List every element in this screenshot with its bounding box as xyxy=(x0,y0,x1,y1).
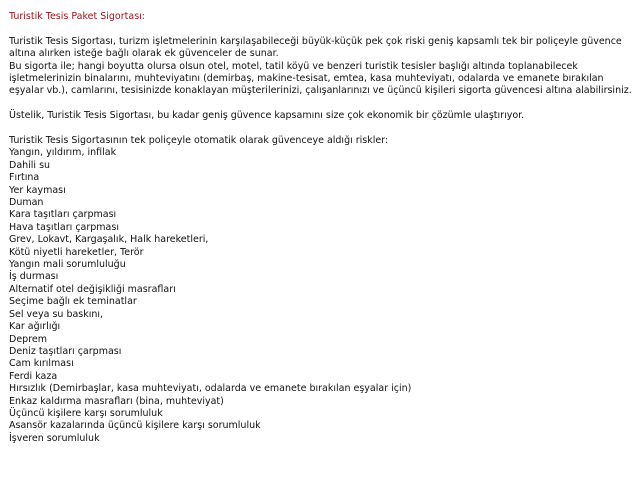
list-item: Yangın, yıldırım, infilak xyxy=(9,147,117,159)
list-item: İş durması xyxy=(9,271,59,283)
intro-paragraph-1: Turistik Tesis Sigortası, turizm işletmelerinin karşılaşabileceği büyük-küçük pek çok riski geniş kapsamlı tek bir poliçeyle güvence altına alırken isteğe bağlı olarak ek güvenceler de sunar. xyxy=(9,35,622,60)
list-item: Seçime bağlı ek teminatlar xyxy=(9,296,137,308)
list-item: Dahili su xyxy=(9,159,51,171)
list-item: Deprem xyxy=(9,333,47,345)
spacer xyxy=(9,98,635,110)
list-item: Asansör kazalarında üçüncü kişilere karşı sorumluluk xyxy=(9,420,261,432)
spacer xyxy=(9,23,635,35)
list-item: Kara taşıtları çarpması xyxy=(9,209,117,221)
list-item: Kar ağırlığı xyxy=(9,321,61,333)
list-item: Yer kayması xyxy=(9,184,66,196)
list-item: Hırsızlık (Demirbaşlar, kasa muhteviyatı, odalarda ve emanete bırakılan eşyalar için) xyxy=(9,383,412,395)
spacer xyxy=(9,123,635,135)
list-item: Yangın mali sorumluluğu xyxy=(9,259,126,271)
intro-paragraph-2: Bu sigorta ile; hangi boyutta olursa olsun otel, motel, tatil köyü ve benzeri turistik tesisler başlığı altında toplanabilecek işletmelerinizin binalarını, muhteviyatını (demirbaş, makine-tesisat, emtea, kasa muhteviyatı, odalarda ve emanete bırakılan eşyalar vb.), camlarını, tesisinizde konaklayan müşterilerinizi, çalışanlarınızı ve üçüncü kişileri sigorta güvencesi altına alabilirsiniz. xyxy=(9,60,632,97)
document-body xyxy=(9,11,635,445)
list-item: Ferdi kaza xyxy=(9,370,58,382)
list-item: Üçüncü kişilere karşı sorumluluk xyxy=(9,407,163,419)
page-title: Turistik Tesis Paket Sigortası: xyxy=(9,11,145,22)
list-item: Deniz taşıtları çarpması xyxy=(9,345,122,357)
list-item: Fırtına xyxy=(9,172,40,184)
list-item: Alternatif otel değişikliği masrafları xyxy=(9,283,176,295)
list-item: Enkaz kaldırma masrafları (bina, muhteviyat) xyxy=(9,395,224,407)
list-item: Cam kırılması xyxy=(9,358,74,370)
list-item: İşveren sorumluluk xyxy=(9,432,100,444)
list-item: Grev, Lokavt, Kargaşalık, Halk hareketleri, xyxy=(9,234,209,246)
list-item: Kötü niyetli hareketler, Terör xyxy=(9,246,144,258)
risk-list-heading: Turistik Tesis Sigortasının tek poliçeyle otomatik olarak güvenceye aldığı riskler: xyxy=(9,135,389,147)
list-item: Sel veya su baskını, xyxy=(9,308,104,320)
list-item: Hava taşıtları çarpması xyxy=(9,221,119,233)
risk-list xyxy=(9,147,635,445)
intro-paragraph-3: Üstelik, Turistik Tesis Sigortası, bu kadar geniş güvence kapsamını size çok ekonomik bir çözümle ulaştırıyor. xyxy=(9,110,525,122)
list-item: Duman xyxy=(9,197,44,209)
